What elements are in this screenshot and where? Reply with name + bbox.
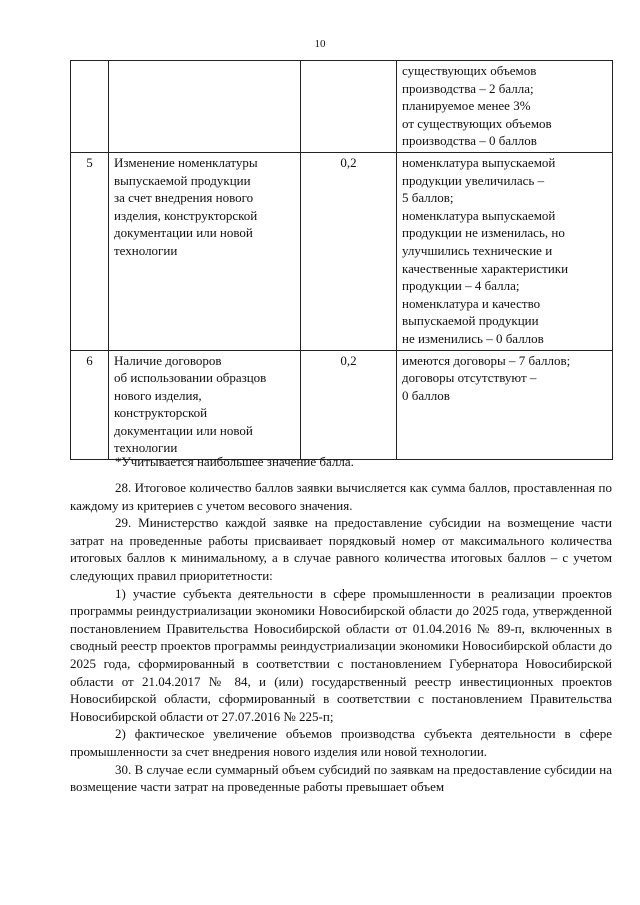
row-number: 5 (71, 152, 109, 350)
score-line: номенклатура выпускаемой (402, 154, 556, 170)
score-line: 0 баллов (402, 387, 450, 403)
criterion-name-line: за счет внедрения нового (114, 190, 254, 206)
criterion-name-line: технологии (114, 440, 178, 456)
criterion-name-line: Наличие договоров (114, 352, 222, 368)
table-footnote: *Учитывается наибольшее значение балла. (115, 454, 354, 469)
criterion-weight: 0,2 (301, 152, 397, 350)
criteria-table (70, 60, 613, 460)
document-body (70, 479, 612, 796)
criterion-scores (397, 350, 613, 460)
score-line: имеются договоры – 7 баллов; (402, 352, 571, 368)
criterion-name-line: изделия, конструкторской (114, 207, 258, 223)
criteria-table-body (71, 61, 613, 460)
criterion-weight: 0,2 (301, 350, 397, 460)
criterion-name-line: документации или новой (114, 422, 253, 438)
score-line: производства – 2 балла; (402, 80, 534, 96)
criterion-weight (301, 61, 397, 153)
table-row (71, 152, 613, 350)
score-line: номенклатура выпускаемой (402, 207, 556, 223)
table-row (71, 350, 613, 460)
score-line: производства – 0 баллов (402, 133, 537, 149)
body-paragraph: 29. Министерство каждой заявке на предоставление субсидии на возмещение части затрат на проведенные работы присваивает порядковый номер от максимального количества итоговых баллов к минимальному, а в случае равного количества итоговых баллов – с учетом следующих правил приоритетности: (70, 515, 612, 583)
criterion-name-line: об использовании образцов (114, 370, 267, 386)
score-line: не изменились – 0 баллов (402, 330, 544, 346)
criterion-name (109, 152, 301, 350)
criterion-name-line: выпускаемой продукции (114, 172, 251, 188)
score-line: продукции не изменилась, но (402, 225, 565, 241)
criterion-name (109, 350, 301, 460)
row-number: 6 (71, 350, 109, 460)
body-paragraph: 2) фактическое увеличение объемов производства субъекта деятельности в сфере промышленности за счет внедрения нового изделия или новой технологии. (70, 726, 612, 759)
score-line: продукции увеличилась – (402, 172, 545, 188)
criterion-name (109, 61, 301, 153)
body-paragraph: 28. Итоговое количество баллов заявки вычисляется как сумма баллов, проставленная по каждому из критериев с учетом весового значения. (70, 480, 612, 513)
criterion-scores (397, 61, 613, 153)
score-line: номенклатура и качество (402, 295, 541, 311)
criterion-scores (397, 152, 613, 350)
criterion-name-line: документации или новой (114, 225, 253, 241)
score-line: планируемое менее 3% (402, 98, 531, 114)
page-number: 10 (314, 38, 326, 50)
score-line: договоры отсутствуют – (402, 370, 537, 386)
body-paragraph: 1) участие субъекта деятельности в сфере промышленности в реализации проектов программы реиндустриализации экономики Новосибирской области до 2025 года, утвержденной постановлением Правительства Новосибирской области от 01.04.2016 № 89-п, включенных в сводный реестр проектов программы реиндустриализации экономики Новосибирской области до 2025 года, сформированный в соответствии с постановлением Губернатора Новосибирской области от 21.04.2017 № 84, и (или) государственный реестр инвестиционных проектов Новосибирской области, сформированный в соответствии с постановлением Правительства Новосибирской области от 27.07.2016 № 225-п; (70, 585, 612, 724)
table-row (71, 61, 613, 153)
body-paragraph: 30. В случае если суммарный объем субсидий по заявкам на предоставление субсидии на возмещение части затрат на проведенные работы превышает объем (70, 761, 612, 795)
score-line: 5 баллов; (402, 190, 454, 206)
score-line: существующих объемов (402, 63, 537, 78)
criterion-name-line: конструкторской (114, 405, 208, 421)
score-line: выпускаемой продукции (402, 313, 539, 329)
score-line: качественные характеристики (402, 260, 569, 276)
criterion-name-line: технологии (114, 242, 178, 258)
criterion-name-line: Изменение номенклатуры (114, 154, 258, 170)
criterion-name-line: нового изделия, (114, 387, 202, 403)
score-line: от существующих объемов (402, 115, 552, 131)
score-line: продукции – 4 балла; (402, 278, 520, 294)
score-line: улучшились технические и (402, 242, 553, 258)
row-number (71, 61, 109, 153)
